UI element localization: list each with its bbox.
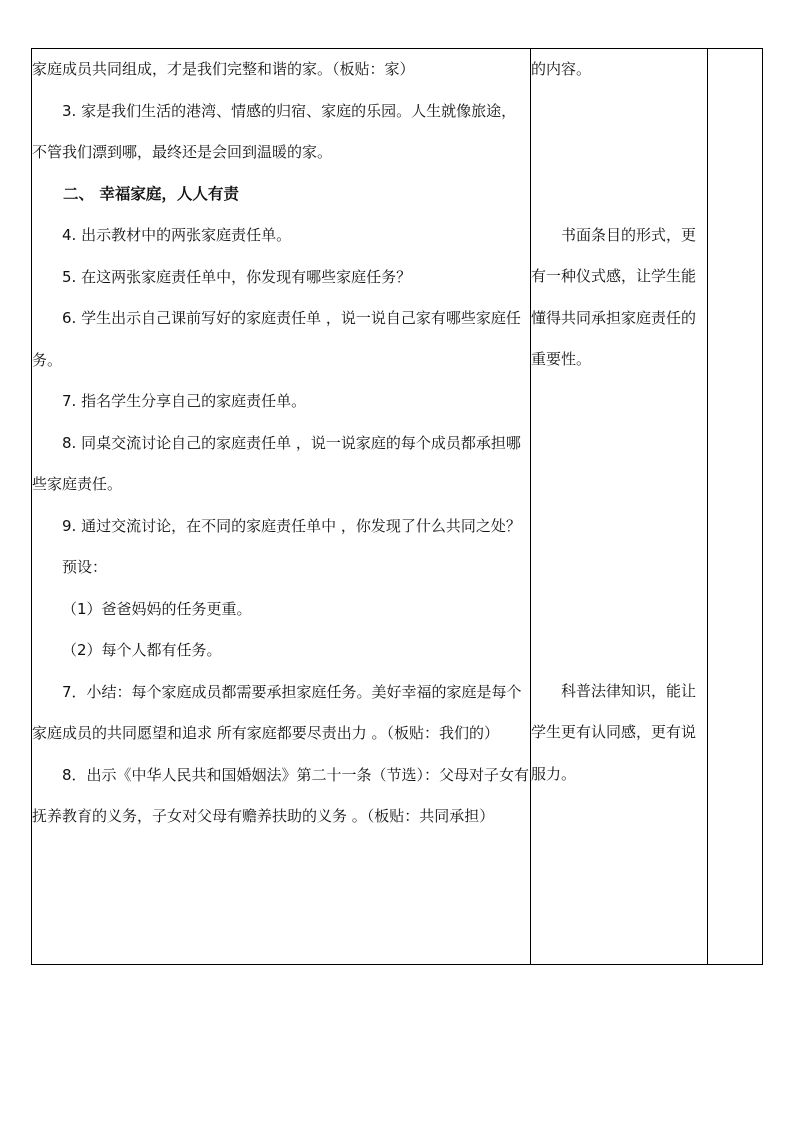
section-heading: 二、 幸福家庭，人人有责 [63,184,239,203]
main-para-11: （2）每个人都有任务。 [62,641,222,659]
main-para-12: 7．小结：每个家庭成员都需要承担家庭任务。美好幸福的家庭是每个家庭成员的共同愿望和追求 所有家庭都要尽责出力 。（板贴：我们的） [32,682,522,742]
main-para-5: 6. 学生出示自己课前写好的家庭责任单 ，说一说自己家有哪些家庭任务。 [32,309,521,369]
main-para-7: 8. 同桌交流讨论自己的家庭责任单 ，说一说家庭的每个成员都承担哪些家庭责任。 [32,433,521,493]
lesson-plan-table [31,48,763,965]
main-para-4: 5. 在这两张家庭责任单中，你发现有哪些家庭任务？ [62,267,412,286]
main-para-1: 3. 家是我们生活的港湾、情感的归宿、家庭的乐园。人生就像旅途，不管我们漂到哪，最终还是会回到温暖的家。 [32,101,517,161]
main-para-13: 8．出示《中华人民共和国婚姻法》第二十一条（节选）：父母对子女有抚养教育的义务，子女对父母有赡养扶助的义务 。（板贴：共同承担） [32,765,530,825]
empty-cell [708,49,763,965]
main-para-3: 4. 出示教材中的两张家庭责任单。 [62,226,292,244]
design-intent-cell [531,49,708,965]
side-note-2: 科普法律知识，能让学生更有认同感，更有说服力。 [531,681,697,783]
main-para-8: 9. 通过交流讨论，在不同的家庭责任单中 ，你发现了什么共同之处？ [62,516,521,535]
main-para-10: （1）爸爸妈妈的任务更重。 [62,599,252,618]
main-para-6: 7. 指名学生分享自己的家庭责任单。 [62,392,307,410]
main-para-9: 预设： [62,558,108,576]
side-note-1: 书面条目的形式，更有一种仪式感，让学生能懂得共同承担家庭责任的重要性。 [531,225,697,368]
table-row [32,49,763,965]
main-para-0: 家庭成员共同组成，才是我们完整和谐的家。（板贴：家） [32,60,415,78]
side-top-text: 的内容。 [531,60,592,78]
teaching-process-cell [32,49,531,965]
